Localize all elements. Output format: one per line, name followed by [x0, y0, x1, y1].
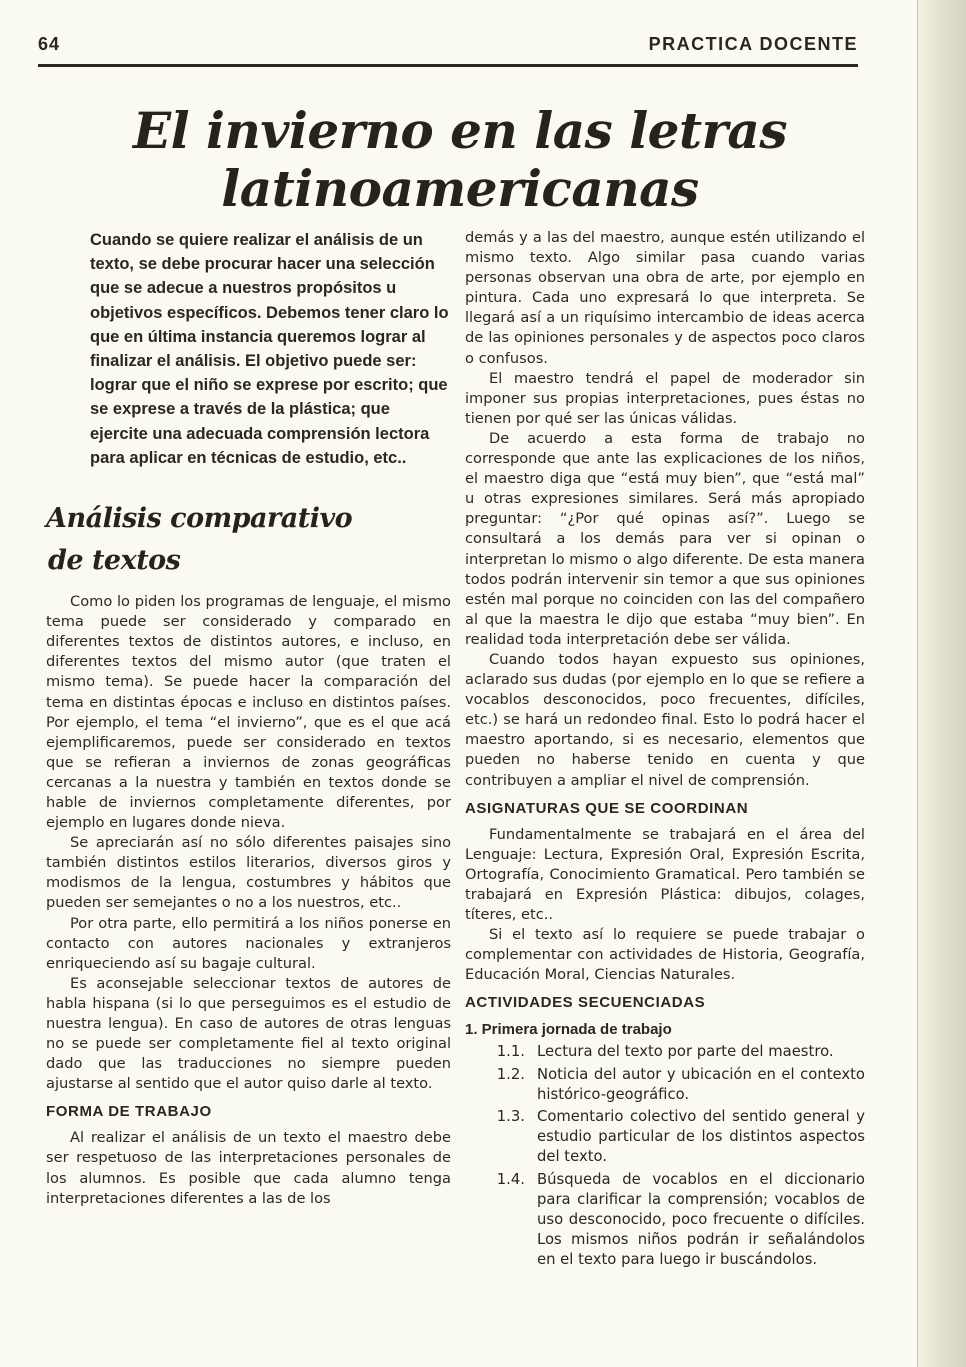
page-header [38, 34, 858, 67]
heading-forma-de-trabajo: FORMA DE TRABAJO [46, 1103, 212, 1121]
steps-list [465, 1042, 865, 1270]
heading-actividades: ACTIVIDADES SECUENCIADAS [465, 994, 706, 1012]
step-number: 1.3. [496, 1107, 525, 1125]
body-paragraph-continued: demás y a las del maestro, aunque estén utilizando el mismo texto. Algo similar pasa cuando varias personas observan una obra de arte, por ejemplo en pintura. Cada uno expresará lo que interpreta. Se llegará así a un riquísimo intercambio de ideas acerca de las opiniones personales y de aspectos poco claros o confusos. [465, 229, 865, 367]
step-number: 1.1. [496, 1043, 525, 1061]
lead-paragraph: Cuando se quiere realizar el análisis de un texto, se debe procurar hacer una selección que se adecue a nuestros propósitos u objetivos específicos. Debemos tener claro lo que en última instancia queremos lograr al finalizar el análisis. El objetivo puede ser: lograr que el niño se exprese por escrito; que se exprese a través de la plástica; que ejercite una adecuada comprensión lectora para aplicar en técnicas de estudio, etc.. [90, 231, 449, 467]
section-name: PRACTICA DOCENTE [648, 34, 858, 54]
body-paragraph: Si el texto así lo requiere se puede trabajar o complementar con actividades de Historia, Geografía, Educación Moral, Ciencias Naturales. [465, 926, 865, 984]
body-paragraph: Es aconsejable seleccionar textos de autores de habla hispana (si lo que perseguimos es el estudio de nuestra lengua). En caso de autores de otras lenguas no se puede ser completamente fiel al texto original dado que las traducciones no siempre pueden ajustarse al sentido que el autor quiso darle al texto. [46, 974, 451, 1093]
article-title: El invierno en las letras latinoamericanas [133, 101, 787, 218]
body-paragraph: Como lo piden los programas de lenguaje, el mismo tema puede ser considerado y comparado en diferentes textos de distintos autores, e incluso, en diferentes textos del mismo autor (que traten el mismo tema). Se puede hacer la comparación del tema en distintas épocas e incluso en distintos países. Por ejemplo, el tema “el invierno”, que es el que acá ejemplificaremos, puede ser considerado en textos que se refieran a inviernos de zonas geográficas cercanas a la nuestra y también en textos donde se hable de inviernos completamente diferentes, por ejemplo en lugares donde nieva. [46, 593, 451, 832]
right-column [465, 228, 865, 1273]
step-text: Noticia del autor y ubicación en el contexto histórico-geográfico. [537, 1065, 865, 1103]
body-paragraph: Fundamentalmente se trabajará en el área del Lenguaje: Lectura, Expresión Oral, Expresión Escrita, Ortografía, Conocimiento Gramatical. Pero también se trabajará en Expresión Plástica: dibujos, colages, títeres, etc.. [465, 825, 865, 923]
section-heading-line-1: Análisis comparativo [46, 503, 353, 535]
section-heading-line-2: de textos [48, 545, 181, 577]
subheading-primera-jornada: 1. Primera jornada de trabajo [465, 1021, 672, 1039]
list-item [465, 1107, 865, 1168]
body-paragraph: El maestro tendrá el papel de moderador sin imponer sus propias interpretaciones, pues éstas no tienen por qué ser las únicas válidas. [465, 369, 865, 427]
list-item [465, 1065, 865, 1105]
step-number: 1.2. [496, 1065, 525, 1083]
step-text: Búsqueda de vocablos en el diccionario para clarificar la comprensión; vocablos de uso desconocido, poco frecuente o difíciles. Los mismos niños podrán ir señalándolos en el texto para luego ir buscándolos. [537, 1170, 865, 1269]
body-paragraph: Al realizar el análisis de un texto el maestro debe ser respetuoso de las interpretaciones personales de los alumnos. Es posible que cada alumno tenga interpretaciones diferentes a las de los [46, 1129, 451, 1207]
step-text: Lectura del texto por parte del maestro. [537, 1043, 834, 1061]
body-paragraph: Por otra parte, ello permitirá a los niños ponerse en contacto con autores nacionales y extranjeros enriqueciendo así su bagaje cultural. [46, 914, 451, 972]
list-item [465, 1042, 865, 1062]
left-column [46, 228, 451, 1209]
step-number: 1.4. [496, 1170, 525, 1188]
page-edge [917, 0, 966, 1367]
section-heading-analisis [46, 498, 451, 582]
step-text: Comentario colectivo del sentido general y estudio particular de los distintos aspectos del texto. [537, 1107, 865, 1166]
page-number: 64 [38, 34, 61, 54]
body-paragraph: De acuerdo a esta forma de trabajo no corresponde que ante las explicaciones de los niños, el maestro diga que “está muy bien”, que “está mal” u otras expresiones similares. Será más apropiado preguntar: “¿Por qué opinas así?”. Luego se consultará a los demás para ver si opinan o interpretan lo mismo o algo diferente. De esta manera todos podrán intervenir sin temor a que sus opiniones estén mal porque no coinciden con las del compañero al que la maestra le dijo que estaba “muy bien”. En realidad toda interpretación debe ser válida. [465, 429, 865, 648]
body-paragraph: Se apreciarán así no sólo diferentes paisajes sino también distintos estilos literarios, diversos giros y modismos de la lengua, costumbres y hábitos que pueden ser semejantes o no a los nuestros, etc.. [46, 834, 451, 912]
body-paragraph: Cuando todos hayan expuesto sus opiniones, aclarado sus dudas (por ejemplo en lo que se refiere a vocablos desconocidos, poco frecuentes, difíciles, etc.) se hará un redondeo final. Esto lo podrá hacer el maestro aportando, si es necesario, elementos que pueden no haberse tenido en cuenta y que contribuyen a ampliar el nivel de comprensión. [465, 650, 865, 789]
heading-asignaturas: ASIGNATURAS QUE SE COORDINAN [465, 799, 749, 817]
list-item [465, 1170, 865, 1271]
